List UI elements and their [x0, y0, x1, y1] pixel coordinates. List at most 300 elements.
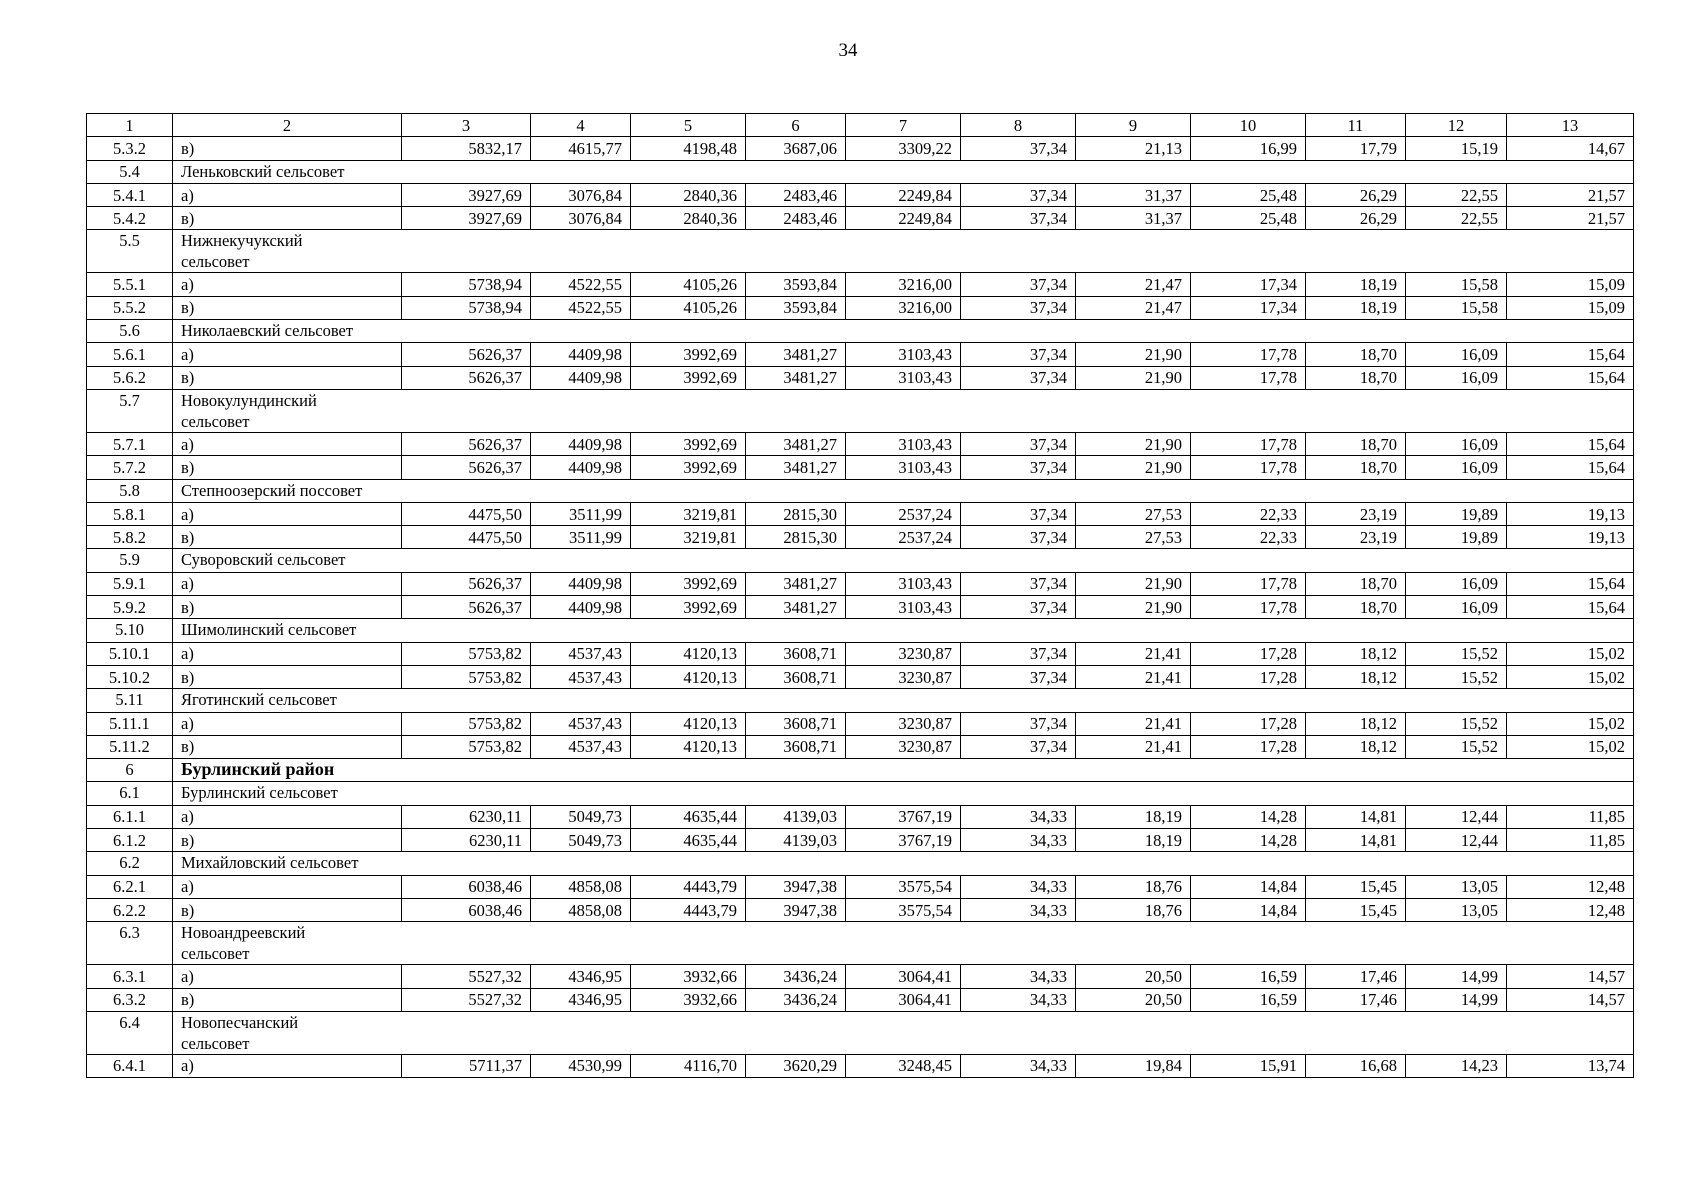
group-label: Михайловский сельсовет: [173, 852, 1634, 875]
value-cell: 14,99: [1406, 965, 1507, 988]
value-cell: 5527,32: [402, 965, 531, 988]
row-code: 6.2: [87, 852, 173, 875]
subgroup-row: [87, 320, 1634, 343]
group-label: Яготинский сельсовет: [173, 689, 1634, 712]
value-cell: 18,70: [1306, 572, 1406, 595]
value-cell: 17,28: [1191, 642, 1306, 665]
value-cell: 23,19: [1306, 502, 1406, 525]
subgroup-row: [87, 160, 1634, 183]
value-cell: 14,99: [1406, 988, 1507, 1011]
value-cell: 4443,79: [631, 898, 746, 921]
value-cell: 4475,50: [402, 526, 531, 549]
value-cell: 17,34: [1191, 273, 1306, 296]
value-cell: 15,45: [1306, 875, 1406, 898]
value-cell: 3064,41: [846, 988, 961, 1011]
value-cell: 3593,84: [746, 296, 846, 319]
row-variant: в): [173, 526, 402, 549]
value-cell: 18,12: [1306, 735, 1406, 758]
table-row: [87, 456, 1634, 479]
value-cell: 16,68: [1306, 1054, 1406, 1077]
value-cell: 14,28: [1191, 829, 1306, 852]
row-variant: в): [173, 665, 402, 688]
group-label: Леньковский сельсовет: [173, 160, 1634, 183]
tariff-table: [86, 113, 1634, 1078]
row-code: 5.9: [87, 549, 173, 572]
value-cell: 3481,27: [746, 456, 846, 479]
table-row: [87, 805, 1634, 828]
value-cell: 21,90: [1076, 572, 1191, 595]
value-cell: 34,33: [961, 805, 1076, 828]
value-cell: 34,33: [961, 898, 1076, 921]
value-cell: 25,48: [1191, 183, 1306, 206]
row-code: 5.3.2: [87, 137, 173, 160]
value-cell: 37,34: [961, 137, 1076, 160]
value-cell: 18,12: [1306, 665, 1406, 688]
row-variant: в): [173, 829, 402, 852]
value-cell: 4530,99: [531, 1054, 631, 1077]
row-variant: в): [173, 735, 402, 758]
value-cell: 34,33: [961, 829, 1076, 852]
value-cell: 22,33: [1191, 502, 1306, 525]
group-label: Бурлинский сельсовет: [173, 782, 1634, 805]
table-row: [87, 432, 1634, 455]
value-cell: 26,29: [1306, 183, 1406, 206]
value-cell: 5049,73: [531, 829, 631, 852]
value-cell: 14,81: [1306, 805, 1406, 828]
value-cell: 17,78: [1191, 366, 1306, 389]
value-cell: 21,41: [1076, 712, 1191, 735]
header-row: [87, 114, 1634, 137]
value-cell: 14,57: [1507, 988, 1634, 1011]
row-variant: в): [173, 207, 402, 230]
value-cell: 3309,22: [846, 137, 961, 160]
value-cell: 4139,03: [746, 805, 846, 828]
table-row: [87, 366, 1634, 389]
value-cell: 4537,43: [531, 735, 631, 758]
value-cell: 15,45: [1306, 898, 1406, 921]
value-cell: 3230,87: [846, 712, 961, 735]
table-row: [87, 296, 1634, 319]
value-cell: 15,19: [1406, 137, 1507, 160]
value-cell: 15,64: [1507, 432, 1634, 455]
value-cell: 17,46: [1306, 965, 1406, 988]
value-cell: 3620,29: [746, 1054, 846, 1077]
value-cell: 3103,43: [846, 432, 961, 455]
value-cell: 37,34: [961, 642, 1076, 665]
value-cell: 18,76: [1076, 898, 1191, 921]
row-code: 5.11: [87, 689, 173, 712]
value-cell: 3608,71: [746, 735, 846, 758]
value-cell: 5753,82: [402, 642, 531, 665]
value-cell: 4105,26: [631, 273, 746, 296]
group-label: [173, 230, 1634, 273]
value-cell: 15,58: [1406, 296, 1507, 319]
value-cell: 15,52: [1406, 735, 1507, 758]
value-cell: 18,76: [1076, 875, 1191, 898]
value-cell: 4198,48: [631, 137, 746, 160]
value-cell: 4443,79: [631, 875, 746, 898]
value-cell: 15,02: [1507, 665, 1634, 688]
value-cell: 3481,27: [746, 432, 846, 455]
row-code: 5.11.1: [87, 712, 173, 735]
value-cell: 17,28: [1191, 712, 1306, 735]
value-cell: 34,33: [961, 988, 1076, 1011]
value-cell: 15,02: [1507, 642, 1634, 665]
column-header: 6: [746, 114, 846, 137]
value-cell: 37,34: [961, 526, 1076, 549]
value-cell: 21,57: [1507, 183, 1634, 206]
value-cell: 5753,82: [402, 712, 531, 735]
value-cell: 15,64: [1507, 596, 1634, 619]
value-cell: 15,52: [1406, 712, 1507, 735]
value-cell: 4635,44: [631, 829, 746, 852]
value-cell: 4409,98: [531, 366, 631, 389]
value-cell: 12,44: [1406, 829, 1507, 852]
row-code: 5.6.2: [87, 366, 173, 389]
value-cell: 19,84: [1076, 1054, 1191, 1077]
table-row: [87, 988, 1634, 1011]
value-cell: 3575,54: [846, 898, 961, 921]
subgroup-row: [87, 922, 1634, 965]
column-header: 4: [531, 114, 631, 137]
value-cell: 3767,19: [846, 805, 961, 828]
value-cell: 21,41: [1076, 642, 1191, 665]
row-code: 5.4: [87, 160, 173, 183]
value-cell: 18,19: [1076, 829, 1191, 852]
value-cell: 4120,13: [631, 665, 746, 688]
row-code: 6.3: [87, 922, 173, 965]
value-cell: 2483,46: [746, 183, 846, 206]
row-code: 6.2.1: [87, 875, 173, 898]
row-variant: а): [173, 432, 402, 455]
row-variant: в): [173, 596, 402, 619]
column-header: 10: [1191, 114, 1306, 137]
row-code: 5.7: [87, 389, 173, 432]
row-code: 5.8: [87, 479, 173, 502]
value-cell: 12,48: [1507, 898, 1634, 921]
table-row: [87, 183, 1634, 206]
value-cell: 27,53: [1076, 526, 1191, 549]
value-cell: 18,70: [1306, 456, 1406, 479]
value-cell: 14,28: [1191, 805, 1306, 828]
row-code: 5.8.2: [87, 526, 173, 549]
subgroup-row: [87, 1011, 1634, 1054]
row-variant: а): [173, 965, 402, 988]
row-variant: в): [173, 366, 402, 389]
value-cell: 3947,38: [746, 898, 846, 921]
row-code: 5.11.2: [87, 735, 173, 758]
value-cell: 4409,98: [531, 596, 631, 619]
value-cell: 25,48: [1191, 207, 1306, 230]
value-cell: 19,89: [1406, 526, 1507, 549]
value-cell: 2840,36: [631, 183, 746, 206]
value-cell: 18,70: [1306, 366, 1406, 389]
value-cell: 5527,32: [402, 988, 531, 1011]
row-code: 5.6: [87, 320, 173, 343]
value-cell: 21,90: [1076, 456, 1191, 479]
value-cell: 5832,17: [402, 137, 531, 160]
value-cell: 37,34: [961, 596, 1076, 619]
value-cell: 3230,87: [846, 642, 961, 665]
table-row: [87, 1054, 1634, 1077]
value-cell: 18,12: [1306, 642, 1406, 665]
value-cell: 4105,26: [631, 296, 746, 319]
value-cell: 31,37: [1076, 183, 1191, 206]
value-cell: 17,28: [1191, 665, 1306, 688]
value-cell: 15,02: [1507, 712, 1634, 735]
value-cell: 4522,55: [531, 296, 631, 319]
value-cell: 3947,38: [746, 875, 846, 898]
group-label-text: Нижнекучукский сельсовет: [181, 231, 303, 272]
value-cell: 4409,98: [531, 343, 631, 366]
value-cell: 5711,37: [402, 1054, 531, 1077]
value-cell: 17,46: [1306, 988, 1406, 1011]
table-row: [87, 735, 1634, 758]
value-cell: 4409,98: [531, 456, 631, 479]
value-cell: 3436,24: [746, 988, 846, 1011]
value-cell: 17,78: [1191, 572, 1306, 595]
value-cell: 5753,82: [402, 665, 531, 688]
value-cell: 37,34: [961, 735, 1076, 758]
value-cell: 6230,11: [402, 829, 531, 852]
value-cell: 2249,84: [846, 183, 961, 206]
value-cell: 20,50: [1076, 965, 1191, 988]
row-variant: а): [173, 642, 402, 665]
value-cell: 37,34: [961, 432, 1076, 455]
value-cell: 17,28: [1191, 735, 1306, 758]
row-code: 5.10: [87, 619, 173, 642]
value-cell: 37,34: [961, 183, 1076, 206]
value-cell: 22,33: [1191, 526, 1306, 549]
value-cell: 18,70: [1306, 432, 1406, 455]
value-cell: 15,91: [1191, 1054, 1306, 1077]
value-cell: 4537,43: [531, 642, 631, 665]
group-label-text: Новопесчанский сельсовет: [181, 1012, 299, 1053]
value-cell: 17,34: [1191, 296, 1306, 319]
value-cell: 18,12: [1306, 712, 1406, 735]
row-code: 5.5.1: [87, 273, 173, 296]
table-row: [87, 137, 1634, 160]
column-header: 8: [961, 114, 1076, 137]
row-code: 6.3.2: [87, 988, 173, 1011]
value-cell: 3248,45: [846, 1054, 961, 1077]
value-cell: 15,64: [1507, 456, 1634, 479]
table-row: [87, 965, 1634, 988]
value-cell: 3481,27: [746, 596, 846, 619]
row-code: 5.5.2: [87, 296, 173, 319]
row-code: 5.5: [87, 230, 173, 273]
value-cell: 11,85: [1507, 805, 1634, 828]
value-cell: 16,09: [1406, 366, 1507, 389]
column-header: 11: [1306, 114, 1406, 137]
value-cell: 20,50: [1076, 988, 1191, 1011]
value-cell: 3992,69: [631, 456, 746, 479]
value-cell: 21,41: [1076, 665, 1191, 688]
value-cell: 3992,69: [631, 572, 746, 595]
value-cell: 15,64: [1507, 572, 1634, 595]
value-cell: 5626,37: [402, 343, 531, 366]
value-cell: 21,41: [1076, 735, 1191, 758]
value-cell: 2249,84: [846, 207, 961, 230]
value-cell: 3992,69: [631, 343, 746, 366]
value-cell: 15,58: [1406, 273, 1507, 296]
table-row: [87, 273, 1634, 296]
value-cell: 3932,66: [631, 965, 746, 988]
value-cell: 4120,13: [631, 642, 746, 665]
value-cell: 6230,11: [402, 805, 531, 828]
subgroup-row: [87, 549, 1634, 572]
value-cell: 4537,43: [531, 665, 631, 688]
value-cell: 21,90: [1076, 432, 1191, 455]
value-cell: 19,89: [1406, 502, 1507, 525]
value-cell: 17,78: [1191, 343, 1306, 366]
value-cell: 21,47: [1076, 296, 1191, 319]
value-cell: 16,09: [1406, 572, 1507, 595]
value-cell: 18,19: [1306, 273, 1406, 296]
value-cell: 3992,69: [631, 596, 746, 619]
row-code: 5.9.1: [87, 572, 173, 595]
value-cell: 37,34: [961, 456, 1076, 479]
value-cell: 5738,94: [402, 273, 531, 296]
value-cell: 3481,27: [746, 572, 846, 595]
value-cell: 3216,00: [846, 273, 961, 296]
value-cell: 4139,03: [746, 829, 846, 852]
row-variant: в): [173, 988, 402, 1011]
value-cell: 14,81: [1306, 829, 1406, 852]
value-cell: 3076,84: [531, 207, 631, 230]
row-variant: а): [173, 273, 402, 296]
value-cell: 13,74: [1507, 1054, 1634, 1077]
value-cell: 3511,99: [531, 502, 631, 525]
value-cell: 3608,71: [746, 665, 846, 688]
value-cell: 3103,43: [846, 572, 961, 595]
value-cell: 5753,82: [402, 735, 531, 758]
value-cell: 22,55: [1406, 207, 1507, 230]
value-cell: 22,55: [1406, 183, 1507, 206]
value-cell: 18,19: [1306, 296, 1406, 319]
table-row: [87, 712, 1634, 735]
row-code: 5.4.2: [87, 207, 173, 230]
group-label-text: Новоандреевский сельсовет: [181, 923, 306, 964]
row-code: 5.4.1: [87, 183, 173, 206]
group-label-text: Новокулундинский сельсовет: [181, 390, 317, 431]
value-cell: 3219,81: [631, 502, 746, 525]
value-cell: 37,34: [961, 343, 1076, 366]
value-cell: 3230,87: [846, 665, 961, 688]
group-label: Шимолинский сельсовет: [173, 619, 1634, 642]
subgroup-row: [87, 782, 1634, 805]
value-cell: 14,67: [1507, 137, 1634, 160]
row-variant: а): [173, 572, 402, 595]
value-cell: 26,29: [1306, 207, 1406, 230]
value-cell: 21,13: [1076, 137, 1191, 160]
value-cell: 16,09: [1406, 343, 1507, 366]
column-header: 3: [402, 114, 531, 137]
value-cell: 34,33: [961, 965, 1076, 988]
value-cell: 3767,19: [846, 829, 961, 852]
value-cell: 31,37: [1076, 207, 1191, 230]
group-label: [173, 389, 1634, 432]
column-header: 12: [1406, 114, 1507, 137]
row-variant: а): [173, 502, 402, 525]
value-cell: 37,34: [961, 665, 1076, 688]
group-label: [173, 922, 1634, 965]
value-cell: 14,23: [1406, 1054, 1507, 1077]
value-cell: 3927,69: [402, 183, 531, 206]
row-code: 6.1.1: [87, 805, 173, 828]
table-row: [87, 526, 1634, 549]
column-header: 2: [173, 114, 402, 137]
value-cell: 15,09: [1507, 273, 1634, 296]
value-cell: 3687,06: [746, 137, 846, 160]
value-cell: 21,90: [1076, 343, 1191, 366]
value-cell: 19,13: [1507, 526, 1634, 549]
table-row: [87, 502, 1634, 525]
value-cell: 11,85: [1507, 829, 1634, 852]
subgroup-row: [87, 689, 1634, 712]
value-cell: 5738,94: [402, 296, 531, 319]
value-cell: 15,52: [1406, 642, 1507, 665]
value-cell: 23,19: [1306, 526, 1406, 549]
district-row: [87, 759, 1634, 782]
table-body: [87, 114, 1634, 1078]
value-cell: 2840,36: [631, 207, 746, 230]
value-cell: 21,57: [1507, 207, 1634, 230]
row-code: 6.3.1: [87, 965, 173, 988]
row-code: 5.10.2: [87, 665, 173, 688]
value-cell: 3608,71: [746, 712, 846, 735]
value-cell: 4635,44: [631, 805, 746, 828]
value-cell: 3575,54: [846, 875, 961, 898]
row-code: 6.1.2: [87, 829, 173, 852]
value-cell: 4522,55: [531, 273, 631, 296]
row-variant: в): [173, 296, 402, 319]
group-label: [173, 1011, 1634, 1054]
value-cell: 3064,41: [846, 965, 961, 988]
value-cell: 3103,43: [846, 596, 961, 619]
row-variant: в): [173, 137, 402, 160]
value-cell: 17,78: [1191, 596, 1306, 619]
subgroup-row: [87, 852, 1634, 875]
value-cell: 3932,66: [631, 988, 746, 1011]
row-code: 5.6.1: [87, 343, 173, 366]
value-cell: 16,09: [1406, 432, 1507, 455]
subgroup-row: [87, 230, 1634, 273]
value-cell: 4615,77: [531, 137, 631, 160]
value-cell: 5626,37: [402, 432, 531, 455]
row-variant: а): [173, 183, 402, 206]
value-cell: 14,84: [1191, 875, 1306, 898]
value-cell: 16,99: [1191, 137, 1306, 160]
value-cell: 21,47: [1076, 273, 1191, 296]
table-row: [87, 207, 1634, 230]
row-code: 5.7.1: [87, 432, 173, 455]
row-variant: а): [173, 1054, 402, 1077]
row-code: 5.7.2: [87, 456, 173, 479]
value-cell: 14,57: [1507, 965, 1634, 988]
page-number: 34: [838, 40, 858, 61]
value-cell: 3219,81: [631, 526, 746, 549]
value-cell: 3436,24: [746, 965, 846, 988]
value-cell: 15,64: [1507, 366, 1634, 389]
row-code: 6.1: [87, 782, 173, 805]
table-row: [87, 596, 1634, 619]
value-cell: 34,33: [961, 1054, 1076, 1077]
value-cell: 37,34: [961, 572, 1076, 595]
row-code: 6: [87, 759, 173, 782]
row-code: 6.2.2: [87, 898, 173, 921]
value-cell: 18,70: [1306, 343, 1406, 366]
